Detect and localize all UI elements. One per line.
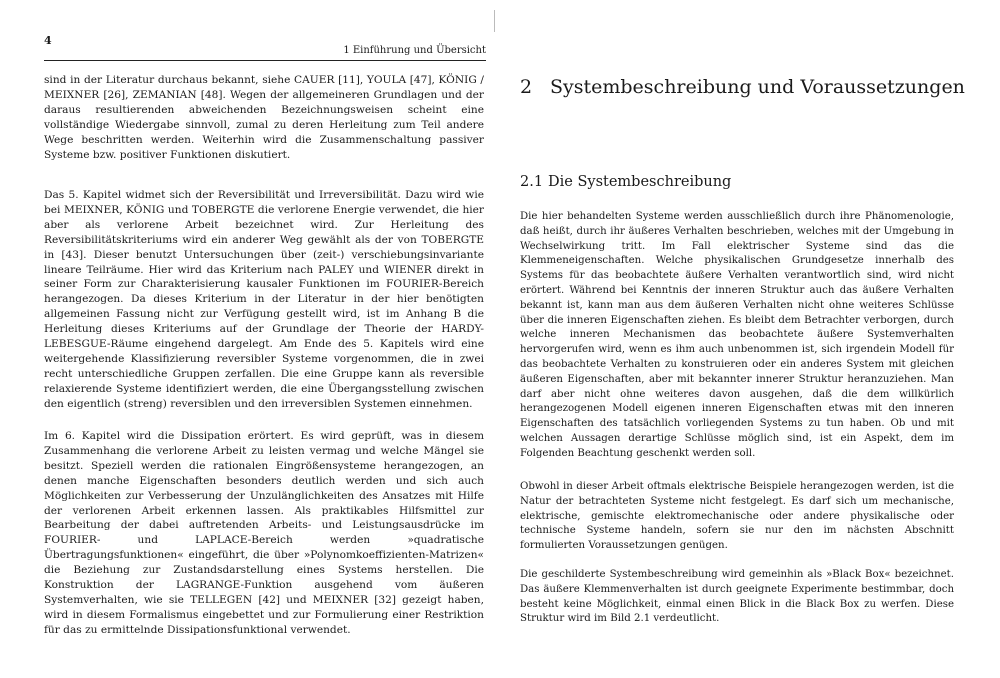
chapter-number: 2 (520, 76, 533, 98)
running-head: 1 Einführung und Übersicht (343, 45, 486, 56)
paragraph-system-nature: Obwohl in dieser Arbeit oftmals elektrische Beispiele herangezogen werden, ist die Natur der betrachteten Systeme nicht festgelegt. Es darf sich um mechanische, elektrische, gemischte elektromechanische oder andere physikalische oder technische Systeme handeln, sofern sie nur den im nächsten Abschnitt formulierten Voraussetzungen genügen. (520, 481, 954, 552)
section-number: 2.1 (520, 174, 544, 190)
chapter-title: Systembeschreibung und Voraussetzungen (550, 76, 965, 98)
paragraph-system-description: Die hier behandelten Systeme werden ausschließlich durch ihre Phänomenologie, daß heißt, durch ihr äußeres Verhalten beschrieben, welches mit der Umgebung in Wechselwirkung tritt. Im Fall elektrischer Systeme sind das die Klemmeneigenschaften. Welche physikalischen Grundgesetze innerhalb des Systems für das beobachtete äußere Verhalten verantwortlich sind, wird nicht erörtert. Während bei Kenntnis der inneren Struktur auch das äußere Verhalten bekannt ist, kann man aus dem äußeren Verhalten nicht ohne weiteres Schlüsse über die inneren Eigenschaften ziehen. Es bleibt dem Betrachter verborgen, durch welche inneren Mechanismen das beobachtete äußere Systemverhalten hervorgerufen wird, wenn es ihm auch unbenommen ist, sich irgendein Modell für das beobachtete Verhalten zu konstruieren oder ein anderes System mit gleichen äußeren Eigenschaften, aber mit bekannter innerer Struktur heranzuziehen. Man darf aber nicht ohne weiteres davon ausgehen, daß die dem willkürlich herangezogenen Modell eigenen inneren Eigenschaften etwas mit den inneren Eigenschaften des tatsächlich vorliegenden Systems zu tun haben. Ob und mit welchen Aussagen derartige Schlüsse möglich sind, ist ein Aspekt, dem im Folgenden Beachtung geschenkt werden soll. (520, 211, 954, 459)
header-rule (44, 60, 486, 61)
paragraph-black-box: Die geschilderte Systembeschreibung wird gemeinhin als »Black Box« bezeichnet. Das äußere Klemmenverhalten ist durch geeignete Experimente bestimmbar, doch besteht keine Möglichkeit, einmal einen Blick in die Black Box zu werfen. Diese Struktur wird im Bild 2.1 verdeutlicht. (520, 569, 954, 625)
binding-mark (494, 10, 495, 32)
section-title: Die Systembeschreibung (548, 174, 732, 190)
page-number: 4 (44, 34, 52, 47)
paragraph-chapter-5: Das 5. Kapitel widmet sich der Reversibilität und Irreversibilität. Dazu wird wie bei MEIXNER, KÖNIG und TOBERGTE die verlorene Energie verwendet, die hier aber als verlorene Arbeit bezeichnet wird. Zur Herleitung des Reversibilitätskriteriums wird ein anderer Weg gewählt als der von TOBERGTE in [43]. Dieser benutzt Untersuchungen über (zeit-) verschiebungsinvariante lineare Teilräume. Hier wird das Kriterium nach PALEY und WIENER direkt in seiner Form zur Charakterisierung kausaler Funktionen im FOURIER-Bereich herangezogen. Da dieses Kriterium in der Literatur in der hier benötigten allgemeinen Fassung nicht zur Verfügung gestellt wird, ist im Anhang B die Herleitung dieses Kriteriums auf der Grundlage der Theorie der HARDY-LEBESGUE-Räume eingehend dargelegt. Am Ende des 5. Kapitels wird eine weitergehende Klassifizierung reversibler Systeme vorgenommen, die in zwei recht unterschiedliche Gruppen zerfallen. Die eine Gruppe kann als reversible relaxierende Systeme identifiziert werden, die eine Übergangsstellung zwischen den eigentlich (streng) reversiblen und den irreversiblen Systemen einnehmen. (44, 189, 484, 410)
right-page (500, 0, 1000, 678)
section-heading (520, 174, 731, 190)
chapter-heading (520, 76, 965, 98)
paragraph-chapter-6: Im 6. Kapitel wird die Dissipation erörtert. Es wird geprüft, was in diesem Zusammenhang die verlorene Arbeit zu leisten vermag und welche Mängel sie besitzt. Speziell werden die rationalen Eingrößensysteme herangezogen, an denen manche Eigenschaften besonders deutlich werden und sich auch Möglichkeiten zur Verbesserung der Unzulänglichkeiten des Ansatzes mit Hilfe der verlorenen Arbeit erkennen lassen. Als praktikables Hilfsmittel zur Bearbeitung der dabei auftretenden Arbeits- und Leistungsausdrücke im FOURIER- und LAPLACE-Bereich werden »quadratische Übertragungsfunktionen« eingeführt, die über »Polynomkoeffizienten-Matrizen« die Beziehung zur Zustandsdarstellung eines Systems herstellen. Die Konstruktion der LAGRANGE-Funktion ausgehend vom äußeren Systemverhalten, wie sie TELLEGEN [42] und MEIXNER [32] gezeigt haben, wird in diesem Formalismus eingebettet und zur Formulierung einer Restriktion für das zu ermittelnde Dissipationsfunktional verwendet. (44, 430, 484, 636)
paragraph-literature: sind in der Literatur durchaus bekannt, siehe CAUER [11], YOULA [47], KÖNIG / MEIXNER [26], ZEMANIAN [48]. Wegen der allgemeineren Grundlagen und der daraus resultierenden abweichenden Bezeichnungsweisen scheint eine vollständige Wiedergabe sinnvoll, zumal zu deren Herleitung zum Teil andere Wege beschritten werden. Weiterhin wird die Zusammenschaltung passiver Systeme bzw. positiver Funktionen diskutiert. (44, 74, 484, 161)
